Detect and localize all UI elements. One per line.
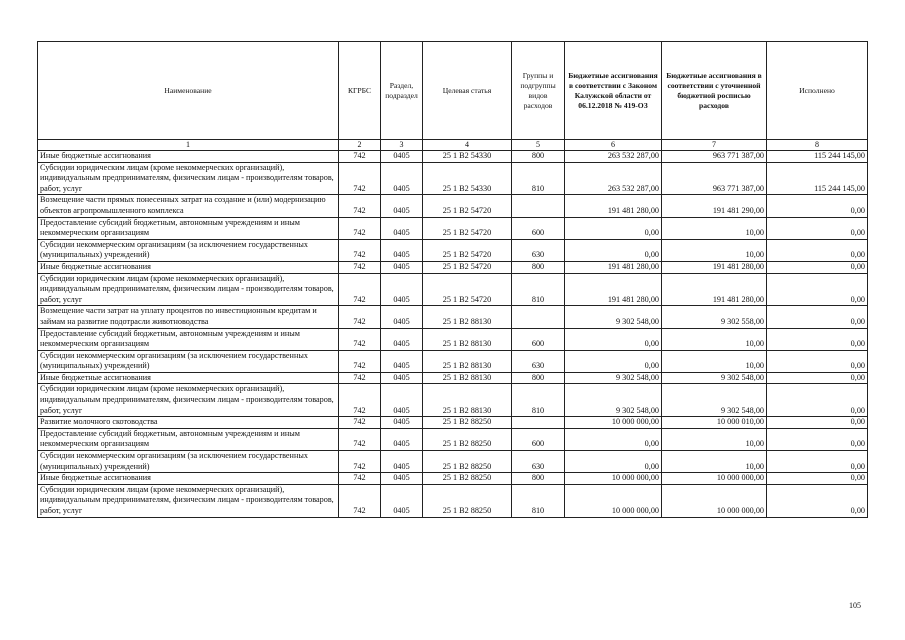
row-budget-refined: 963 771 387,00 — [662, 151, 767, 163]
row-section: 0405 — [381, 428, 423, 450]
row-kgrbs: 742 — [339, 306, 381, 328]
row-executed: 0,00 — [767, 273, 868, 306]
row-name: Иные бюджетные ассигнования — [38, 372, 339, 384]
row-name: Предоставление субсидий бюджетным, автономным учреждениям и иным некоммерческим организациям — [38, 328, 339, 350]
table-row — [38, 239, 868, 261]
table-row — [38, 217, 868, 239]
row-executed: 0,00 — [767, 328, 868, 350]
table-row — [38, 162, 868, 195]
row-executed: 0,00 — [767, 239, 868, 261]
row-target: 25 1 В2 54330 — [423, 162, 512, 195]
column-number-row — [38, 140, 868, 151]
row-group — [512, 306, 565, 328]
row-target: 25 1 В2 88130 — [423, 328, 512, 350]
row-section: 0405 — [381, 350, 423, 372]
row-kgrbs: 742 — [339, 451, 381, 473]
row-budget-law: 0,00 — [565, 328, 662, 350]
row-name: Развитие молочного скотоводства — [38, 417, 339, 429]
row-name: Предоставление субсидий бюджетным, автономным учреждениям и иным некоммерческим организациям — [38, 217, 339, 239]
row-budget-law: 191 481 280,00 — [565, 195, 662, 217]
table-row — [38, 306, 868, 328]
row-budget-law: 10 000 000,00 — [565, 473, 662, 485]
row-budget-refined: 10,00 — [662, 428, 767, 450]
row-kgrbs: 742 — [339, 261, 381, 273]
row-group: 800 — [512, 473, 565, 485]
row-name: Предоставление субсидий бюджетным, автономным учреждениям и иным некоммерческим организациям — [38, 428, 339, 450]
row-executed: 0,00 — [767, 473, 868, 485]
row-target: 25 1 В2 88250 — [423, 417, 512, 429]
col-number: 7 — [662, 140, 767, 151]
row-section: 0405 — [381, 151, 423, 163]
row-kgrbs: 742 — [339, 239, 381, 261]
row-kgrbs: 742 — [339, 473, 381, 485]
row-target: 25 1 В2 54720 — [423, 217, 512, 239]
header-budget-law: Бюджетные ассигнования в соответствии с Законом Калужской области от 06.12.2018 № 419-ОЗ — [565, 42, 662, 140]
row-kgrbs: 742 — [339, 195, 381, 217]
row-budget-law: 191 481 280,00 — [565, 273, 662, 306]
row-budget-law: 263 532 287,00 — [565, 151, 662, 163]
row-budget-law: 10 000 000,00 — [565, 417, 662, 429]
row-budget-law: 9 302 548,00 — [565, 306, 662, 328]
table-header-row — [38, 42, 868, 140]
row-budget-refined: 10,00 — [662, 239, 767, 261]
row-kgrbs: 742 — [339, 328, 381, 350]
row-budget-refined: 10,00 — [662, 328, 767, 350]
col-number: 6 — [565, 140, 662, 151]
row-kgrbs: 742 — [339, 350, 381, 372]
row-kgrbs: 742 — [339, 417, 381, 429]
col-number: 5 — [512, 140, 565, 151]
row-group — [512, 195, 565, 217]
row-target: 25 1 В2 88130 — [423, 306, 512, 328]
row-target: 25 1 В2 88250 — [423, 451, 512, 473]
row-executed: 0,00 — [767, 195, 868, 217]
table-row — [38, 195, 868, 217]
row-executed: 0,00 — [767, 428, 868, 450]
row-kgrbs: 742 — [339, 217, 381, 239]
row-target: 25 1 В2 54720 — [423, 261, 512, 273]
row-budget-refined: 9 302 548,00 — [662, 372, 767, 384]
row-group: 630 — [512, 451, 565, 473]
row-section: 0405 — [381, 239, 423, 261]
header-name: Наименование — [38, 42, 339, 140]
row-budget-refined: 191 481 290,00 — [662, 195, 767, 217]
row-group: 800 — [512, 261, 565, 273]
row-budget-refined: 10 000 000,00 — [662, 484, 767, 517]
row-group: 810 — [512, 484, 565, 517]
row-budget-law: 263 532 287,00 — [565, 162, 662, 195]
row-name: Субсидии некоммерческим организациям (за исключением государственных (муниципальных) учреждений) — [38, 451, 339, 473]
row-section: 0405 — [381, 261, 423, 273]
row-group: 630 — [512, 350, 565, 372]
row-group: 600 — [512, 217, 565, 239]
row-budget-law: 0,00 — [565, 217, 662, 239]
row-name: Субсидии некоммерческим организациям (за исключением государственных (муниципальных) учреждений) — [38, 350, 339, 372]
row-section: 0405 — [381, 195, 423, 217]
row-kgrbs: 742 — [339, 273, 381, 306]
table-body — [38, 151, 868, 518]
row-budget-law: 0,00 — [565, 350, 662, 372]
row-group: 810 — [512, 273, 565, 306]
row-executed: 115 244 145,00 — [767, 151, 868, 163]
table-row — [38, 484, 868, 517]
row-name: Иные бюджетные ассигнования — [38, 473, 339, 485]
row-budget-law: 10 000 000,00 — [565, 484, 662, 517]
row-budget-refined: 10 000 000,00 — [662, 473, 767, 485]
row-section: 0405 — [381, 328, 423, 350]
table-row — [38, 473, 868, 485]
header-target: Целевая статья — [423, 42, 512, 140]
row-name: Субсидии юридическим лицам (кроме некоммерческих организаций), индивидуальным предпринимателям, физическим лицам - производителям товаров, работ, услуг — [38, 484, 339, 517]
row-budget-refined: 10,00 — [662, 451, 767, 473]
row-section: 0405 — [381, 417, 423, 429]
row-section: 0405 — [381, 306, 423, 328]
row-target: 25 1 В2 88130 — [423, 350, 512, 372]
row-target: 25 1 В2 54720 — [423, 239, 512, 261]
row-budget-law: 0,00 — [565, 428, 662, 450]
col-number: 3 — [381, 140, 423, 151]
row-group: 800 — [512, 151, 565, 163]
row-section: 0405 — [381, 484, 423, 517]
row-target: 25 1 В2 88250 — [423, 473, 512, 485]
row-section: 0405 — [381, 273, 423, 306]
col-number: 2 — [339, 140, 381, 151]
row-budget-refined: 10,00 — [662, 217, 767, 239]
row-group: 810 — [512, 384, 565, 417]
header-section: Раздел, подраздел — [381, 42, 423, 140]
row-name: Иные бюджетные ассигнования — [38, 261, 339, 273]
page-number: 105 — [849, 601, 861, 610]
table-row — [38, 261, 868, 273]
row-target: 25 1 В2 54720 — [423, 195, 512, 217]
row-section: 0405 — [381, 384, 423, 417]
row-executed: 0,00 — [767, 217, 868, 239]
row-executed: 0,00 — [767, 372, 868, 384]
row-name: Иные бюджетные ассигнования — [38, 151, 339, 163]
row-target: 25 1 В2 88130 — [423, 384, 512, 417]
row-executed: 0,00 — [767, 261, 868, 273]
row-kgrbs: 742 — [339, 384, 381, 417]
row-name: Субсидии юридическим лицам (кроме некоммерческих организаций), индивидуальным предпринимателям, физическим лицам - производителям товаров, работ, услуг — [38, 273, 339, 306]
row-budget-refined: 9 302 558,00 — [662, 306, 767, 328]
table-row — [38, 428, 868, 450]
row-target: 25 1 В2 54330 — [423, 151, 512, 163]
row-executed: 0,00 — [767, 350, 868, 372]
col-number: 1 — [38, 140, 339, 151]
row-budget-law: 9 302 548,00 — [565, 372, 662, 384]
table-row — [38, 451, 868, 473]
row-name: Субсидии юридическим лицам (кроме некоммерческих организаций), индивидуальным предпринимателям, физическим лицам - производителям товаров, работ, услуг — [38, 162, 339, 195]
row-section: 0405 — [381, 217, 423, 239]
table-row — [38, 273, 868, 306]
row-group: 600 — [512, 428, 565, 450]
header-executed: Исполнено — [767, 42, 868, 140]
row-kgrbs: 742 — [339, 428, 381, 450]
col-number: 8 — [767, 140, 868, 151]
row-name: Субсидии юридическим лицам (кроме некоммерческих организаций), индивидуальным предпринимателям, физическим лицам - производителям товаров, работ, услуг — [38, 384, 339, 417]
row-budget-refined: 10,00 — [662, 350, 767, 372]
row-group: 600 — [512, 328, 565, 350]
header-kgrbs: КГРБС — [339, 42, 381, 140]
row-executed: 0,00 — [767, 384, 868, 417]
row-target: 25 1 В2 88250 — [423, 484, 512, 517]
row-executed: 0,00 — [767, 306, 868, 328]
row-name: Возмещение части прямых понесенных затрат на создание и (или) модернизацию объектов агропромышленного комплекса — [38, 195, 339, 217]
row-budget-law: 9 302 548,00 — [565, 384, 662, 417]
row-group — [512, 417, 565, 429]
table-row — [38, 350, 868, 372]
col-number: 4 — [423, 140, 512, 151]
row-group: 800 — [512, 372, 565, 384]
row-executed: 0,00 — [767, 451, 868, 473]
row-budget-law: 0,00 — [565, 239, 662, 261]
row-kgrbs: 742 — [339, 372, 381, 384]
row-section: 0405 — [381, 162, 423, 195]
row-kgrbs: 742 — [339, 484, 381, 517]
row-budget-refined: 10 000 010,00 — [662, 417, 767, 429]
row-budget-refined: 9 302 548,00 — [662, 384, 767, 417]
budget-table — [37, 41, 868, 518]
row-budget-refined: 191 481 280,00 — [662, 261, 767, 273]
row-group: 630 — [512, 239, 565, 261]
row-budget-law: 0,00 — [565, 451, 662, 473]
row-executed: 115 244 145,00 — [767, 162, 868, 195]
row-budget-refined: 963 771 387,00 — [662, 162, 767, 195]
row-target: 25 1 В2 88130 — [423, 372, 512, 384]
row-kgrbs: 742 — [339, 151, 381, 163]
row-budget-law: 191 481 280,00 — [565, 261, 662, 273]
table-row — [38, 372, 868, 384]
row-name: Возмещение части затрат на уплату процентов по инвестиционным кредитам и займам на развитие подотрасли животноводства — [38, 306, 339, 328]
row-section: 0405 — [381, 473, 423, 485]
row-group: 810 — [512, 162, 565, 195]
header-budget-refined: Бюджетные ассигнования в соответствии с уточненной бюджетной росписью расходов — [662, 42, 767, 140]
row-executed: 0,00 — [767, 484, 868, 517]
header-groups: Группы и подгруппы видов расходов — [512, 42, 565, 140]
table-row — [38, 328, 868, 350]
row-section: 0405 — [381, 372, 423, 384]
table-row — [38, 151, 868, 163]
row-target: 25 1 В2 54720 — [423, 273, 512, 306]
row-executed: 0,00 — [767, 417, 868, 429]
row-name: Субсидии некоммерческим организациям (за исключением государственных (муниципальных) учреждений) — [38, 239, 339, 261]
row-budget-refined: 191 481 280,00 — [662, 273, 767, 306]
row-target: 25 1 В2 88250 — [423, 428, 512, 450]
row-kgrbs: 742 — [339, 162, 381, 195]
table-row — [38, 417, 868, 429]
budget-table-sheet — [37, 41, 867, 518]
row-section: 0405 — [381, 451, 423, 473]
table-row — [38, 384, 868, 417]
